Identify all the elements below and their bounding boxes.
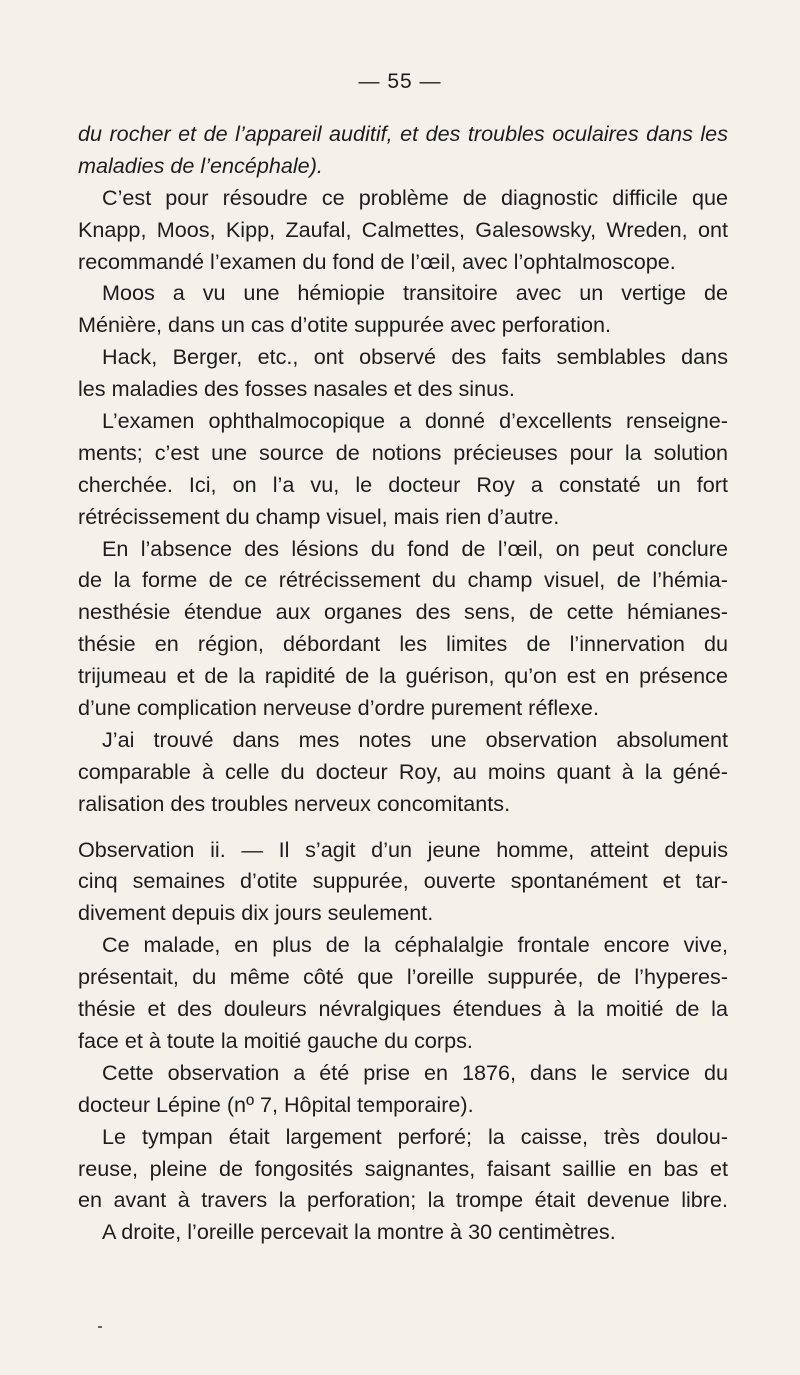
text-line: les maladies des fosses nasales et des sinus. <box>78 376 515 402</box>
page-number: — 55 — <box>358 70 442 93</box>
text-line: Hack, Berger, etc., ont observé des faits semblables dans <box>102 344 728 370</box>
text-line: Le tympan était largement perforé; la caisse, très doulou- <box>102 1123 728 1149</box>
ink-speck <box>98 1326 102 1328</box>
text-line: ments; c’est une source de notions précieuses pour la solution <box>78 439 728 465</box>
text-line: Ménière, dans un cas d’otite suppurée avec perforation. <box>78 312 611 338</box>
section-gap <box>78 820 728 834</box>
text-line: C’est pour résoudre ce problème de diagnostic difficile que <box>102 184 728 210</box>
page-body-text <box>78 118 728 1248</box>
text-line: Ce malade, en plus de la céphalalgie frontale encore vive, <box>102 932 728 958</box>
text-line: recommandé l’examen du fond de l’œil, avec l’ophtalmoscope. <box>78 248 676 274</box>
text-line: ralisation des troubles nerveux concomitants. <box>78 790 511 816</box>
text-line: nesthésie étendue aux organes des sens, de cette hémianes- <box>78 599 728 625</box>
text-line: divement depuis dix jours seulement. <box>78 900 434 926</box>
text-line: Cette observation a été prise en 1876, dans le service du <box>102 1059 728 1085</box>
text-line: d’une complication nerveuse d’ordre purement réflexe. <box>78 695 599 721</box>
text-line: maladies de l’encéphale). <box>78 152 323 178</box>
text-line: A droite, l’oreille percevait la montre à 30 centimètres. <box>102 1219 616 1245</box>
text-line: de la forme de ce rétrécissement du champ visuel, de l’hémia- <box>78 567 728 593</box>
text-line: J’ai trouvé dans mes notes une observation absolument <box>102 726 728 752</box>
text-line: L’examen ophthalmocopique a donné d’excellents renseigne- <box>102 408 728 434</box>
text-line: en avant à travers la perforation; la trompe était devenue libre. <box>78 1187 728 1213</box>
text-line: thésie en région, débordant les limites de l’innervation du <box>78 631 728 657</box>
text-line: docteur Lépine (nº 7, Hôpital temporaire). <box>78 1091 474 1117</box>
text-line: Moos a vu une hémiopie transitoire avec un vertige de <box>102 280 728 306</box>
text-line: présentait, du même côté que l’oreille suppurée, de l’hyperes- <box>78 964 728 990</box>
text-line: cinq semaines d’otite suppurée, ouverte spontanément et tar- <box>78 868 728 894</box>
observation-heading-line: Observation ii. — Il s’agit d’un jeune homme, atteint depuis <box>78 836 728 862</box>
text-line: Knapp, Moos, Kipp, Zaufal, Calmettes, Galesowsky, Wreden, ont <box>78 216 728 242</box>
text-line: du rocher et de l’appareil auditif, et des troubles oculaires dans les <box>78 121 728 146</box>
text-line: cherchée. Ici, on l’a vu, le docteur Roy a constaté un fort <box>78 471 728 497</box>
text-line: En l’absence des lésions du fond de l’œil, on peut conclure <box>102 535 728 561</box>
text-line: trijumeau et de la rapidité de la guérison, qu’on est en présence <box>78 663 728 689</box>
text-line: reuse, pleine de fongosités saignantes, faisant saillie en bas et <box>78 1155 728 1181</box>
text-line: face et à toute la moitié gauche du corps. <box>78 1027 473 1053</box>
text-line: comparable à celle du docteur Roy, au moins quant à la géné- <box>78 758 728 784</box>
text-line: thésie et des douleurs névralgiques étendues à la moitié de la <box>78 996 728 1022</box>
text-line: rétrécissement du champ visuel, mais rien d’autre. <box>78 503 560 529</box>
